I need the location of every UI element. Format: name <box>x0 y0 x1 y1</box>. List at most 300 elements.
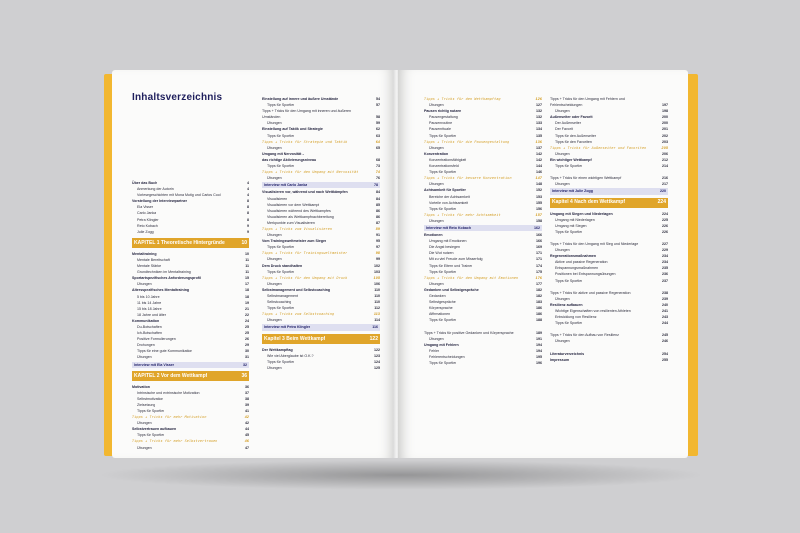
toc-page-number: 246 <box>662 339 668 344</box>
toc-page-number: 29 <box>245 343 249 348</box>
toc-page-number: 197 <box>662 103 668 108</box>
toc-entry-title: Motivation <box>132 384 150 389</box>
toc-page-number: 201 <box>662 127 668 132</box>
toc-page-number: 76 <box>376 176 380 181</box>
toc-page-number: 122 <box>374 347 380 352</box>
toc-page-number: 198 <box>662 109 668 114</box>
toc-page-number: 200 <box>662 115 668 120</box>
toc-entry-title: Tipps für Sportler <box>267 359 295 364</box>
toc-entry-title: Die Wut nutzen <box>429 251 454 256</box>
toc-entry-title: Visualisieren <box>267 196 288 201</box>
toc-entry-title: Tipps für eine gute Kommunikation <box>137 349 193 354</box>
toc-entry-title: Affirmationen <box>429 312 451 317</box>
toc-page-number: 21 <box>245 306 249 311</box>
toc-page-number: 144 <box>536 164 542 169</box>
toc-entry-title: Regenerationsmaßnahmen <box>550 254 597 259</box>
toc-page-number: 68 <box>376 157 380 162</box>
toc-page-number: 216 <box>662 176 668 181</box>
toc-entry-title: Positionen bei Entspannungsübungen <box>555 272 616 277</box>
toc-entry-title: Fehlerentscheidungen <box>429 354 465 359</box>
toc-page-number: 86 <box>376 208 380 213</box>
toc-page-number: 236 <box>662 272 668 277</box>
toc-page-number: 91 <box>376 233 380 238</box>
toc-entry-title: Mentale Stärke <box>137 264 162 269</box>
toc-entry-title: Tipps + Tricks für mehr Achtsamkeit <box>424 212 501 217</box>
toc-entry-title: Tipps für Sportler <box>267 103 295 108</box>
toc-page-number: 78 <box>374 183 378 188</box>
toc-page-number: 132 <box>536 109 542 114</box>
toc-entry-title: Visualisieren vor, während und nach Wettkämpfen <box>262 190 348 195</box>
toc-entry-title: Tipps + Tricks für bessere Konzentration <box>424 176 512 181</box>
toc-subentry <box>262 175 380 181</box>
toc-entry-title: Umgang mit Nervosität – <box>262 151 305 156</box>
toc-page-number: 4 <box>247 193 249 198</box>
toc-page-number: 42 <box>244 415 249 420</box>
toc-page-number: 9 <box>247 229 249 234</box>
toc-entry-title: Übungen <box>267 233 282 238</box>
toc-entry-title: KAPITEL 2 Vor dem Wettkampf <box>134 372 208 379</box>
toc-page-number: 224 <box>662 211 668 216</box>
toc-tip-entry <box>550 96 668 108</box>
toc-page-number: 169 <box>536 245 542 250</box>
toc-page-number: 182 <box>536 294 542 298</box>
toc-page-number: 171 <box>536 251 542 256</box>
toc-entry-title: Fehler <box>429 348 440 353</box>
toc-page-number: 206 <box>662 151 668 156</box>
toc-entry-title: Tipps + Tricks für positive Gedanken und Körpersprache <box>424 330 514 335</box>
toc-entry-title: Tipps + Tricks für den Umgang mit Nervosität <box>262 170 359 175</box>
toc-entry-title: Tipps + Tricks für den Umgang mit Fehlern und Fehlentscheidungen <box>550 97 625 108</box>
toc-page-number: 42 <box>245 421 249 426</box>
toc-page-number: 156 <box>536 206 542 211</box>
toc-page-number: 229 <box>662 248 668 253</box>
toc-entry-title: Interview mit Julie Zogg <box>552 189 593 194</box>
toc-page-number: 132 <box>536 115 542 120</box>
toc-entry-title: Anmerkung der Autorin <box>137 187 174 192</box>
toc-page-number: 254 <box>662 351 668 356</box>
toc-entry-title: Übungen <box>555 248 570 253</box>
toc-entry-title: Impressum <box>550 357 570 362</box>
toc-page-number: 46 <box>244 439 249 444</box>
toc-entry-title: 11 bis 14 Jahre <box>137 300 162 305</box>
toc-page-number: 124 <box>374 359 380 364</box>
toc-page-number: 226 <box>662 223 668 228</box>
toc-entry-title: Tipps für Sportler <box>555 164 583 169</box>
toc-page-number: 239 <box>662 296 668 301</box>
toc-page-number: 203 <box>662 139 668 144</box>
toc-entry-title: Übungen <box>267 176 282 181</box>
toc-entry-title: Übungen <box>555 109 570 114</box>
toc-entry-title: Ein wichtiger Wettkampf <box>550 157 592 162</box>
toc-entry-title: Entspannungsmaßnahmen <box>555 266 599 271</box>
toc-page-number: 45 <box>245 433 249 438</box>
toc-entry-title: Der Wettkampftag <box>262 347 293 352</box>
toc-entry-title: Aktive und passive Regeneration <box>555 260 608 265</box>
toc-page-number: 113 <box>373 312 380 317</box>
toc-page-number: 152 <box>536 188 542 193</box>
toc-entry-title: Mentale Bereitschaft <box>137 257 170 262</box>
toc-page-number: 162 <box>534 225 540 230</box>
toc-page-number: 105 <box>373 275 380 280</box>
toc-entry-title: Selbstgespräche <box>429 300 456 305</box>
toc-entry-title: Zielsetzung <box>137 402 156 407</box>
toc-page-number: 97 <box>376 245 380 250</box>
toc-entry-title: Tipps + Tricks für den Umgang mit Druck <box>262 275 348 280</box>
toc-entry-title: Tipps für Sportler <box>429 133 457 138</box>
toc-subentry <box>424 218 542 224</box>
toc-page-number: 74 <box>375 170 380 175</box>
toc-title: Inhaltsverzeichnis <box>132 92 223 103</box>
toc-page-number: 166 <box>536 239 542 244</box>
toc-entry-title: Der Außenseiter <box>555 121 581 126</box>
toc-page-number: 177 <box>536 281 542 286</box>
toc-entry-title: Übungen <box>429 281 444 286</box>
toc-page-number: 58 <box>376 115 380 120</box>
toc-entry-title: Tipps für Sportler <box>429 318 457 323</box>
toc-entry-title: Literaturverzeichnis <box>550 351 585 356</box>
toc-page-number: 87 <box>376 220 380 225</box>
toc-entry-title: Selbstmanagement und Selbstcoaching <box>262 287 331 292</box>
toc-entry-title: Resilienz aufbauen <box>550 302 583 307</box>
toc-entry-title: Umgang mit Niederlagen <box>555 217 595 222</box>
toc-page-number: 240 <box>662 302 668 307</box>
toc-page-number: 202 <box>662 133 668 138</box>
toc-page-number: 153 <box>536 194 542 199</box>
toc-page-number: 9 <box>247 223 249 228</box>
toc-page-number: 37 <box>245 390 249 395</box>
toc-entry-title: Die Angst besiegen <box>429 245 460 250</box>
toc-page-number: 102 <box>374 263 380 268</box>
toc-page-number: 18 <box>245 294 249 299</box>
toc-entry-title: Umgang mit Siegen und Niederlagen <box>550 211 613 216</box>
toc-page-number: 17 <box>245 282 249 287</box>
toc-page-number: 148 <box>536 182 542 187</box>
toc-page-number: 234 <box>662 260 668 265</box>
toc-page-number: 18 <box>245 288 249 293</box>
toc-entry-title: Ela Visser <box>137 205 154 210</box>
toc-page-number: 200 <box>662 121 668 126</box>
toc-page-number: 25 <box>245 331 249 336</box>
toc-entry-title: Übungen <box>137 282 152 287</box>
toc-entry-title: Tipps + Tricks zum Visualisieren <box>262 226 333 231</box>
toc-entry-title: Umgang mit Fehlern <box>424 342 459 347</box>
toc-entry-title: Visualisieren vor dem Wettkampf <box>267 202 320 207</box>
toc-page-number: 186 <box>536 306 542 311</box>
toc-entry-title: Interview mit Petra Klingler <box>264 325 311 330</box>
toc-page-number: 99 <box>376 257 380 262</box>
toc-page-number: 225 <box>662 217 668 222</box>
toc-entry-title: Übungen <box>429 145 444 150</box>
toc-page-number: 25 <box>245 324 249 329</box>
toc-entry-title: Sportartspezifisches Anforderungsprofil <box>132 276 201 281</box>
toc-entry-title: Dem Druck standhalten <box>262 263 303 268</box>
toc-entry-title: Übungen <box>429 103 444 108</box>
toc-page-number: 196 <box>536 361 542 366</box>
toc-entry-title: Über das Buch <box>132 181 158 185</box>
toc-page-number: 158 <box>536 218 542 223</box>
book-page-left <box>112 70 395 458</box>
toc-page-number: 86 <box>376 214 380 219</box>
toc-entry-title: Tipps + Tricks zum Selbstcoaching <box>262 312 335 317</box>
toc-entry-title: Übungen <box>555 296 570 301</box>
toc-entry-title: Tipps + Tricks für einen wichtigen Wettkampf <box>550 176 622 181</box>
toc-page-number: 36 <box>241 372 247 379</box>
toc-entry-title: Übungen <box>137 445 152 450</box>
toc-page-number: 125 <box>374 365 380 370</box>
toc-page-number: 194 <box>536 342 542 347</box>
toc-page-number: 217 <box>662 182 668 187</box>
toc-tip-entry <box>424 323 542 335</box>
toc-page-number: 147 <box>535 176 542 181</box>
toc-page-number: 146 <box>536 170 542 175</box>
toc-entry-title: Vom Trainingsweltmeister zum Sieger <box>262 239 327 244</box>
toc-page-number: 63 <box>376 133 380 138</box>
toc-page-number: 126 <box>535 97 542 101</box>
toc-page-number: 19 <box>245 300 249 305</box>
toc-page-number: 176 <box>535 275 542 280</box>
toc-page-number: 157 <box>535 212 542 217</box>
toc-tip-entry <box>550 169 668 181</box>
toc-entry-title: Umgang mit Siegen <box>555 223 587 228</box>
toc-entry-title: Pausen richtig nutzen <box>424 109 462 114</box>
toc-page-number: 195 <box>536 354 542 359</box>
toc-subentry <box>132 354 249 360</box>
toc-page-number: 54 <box>376 97 380 101</box>
toc-entry-title: Tipps für Sportler <box>555 229 583 234</box>
toc-page-number: 191 <box>536 336 542 341</box>
toc-page-number: 8 <box>247 205 249 210</box>
toc-page-number: 241 <box>662 309 668 313</box>
toc-tip-entry <box>550 284 668 296</box>
toc-entry-title: Interview mit Carlo Janka <box>264 183 308 188</box>
toc-page-number: 11 <box>245 257 249 262</box>
toc-tip-entry <box>550 235 668 247</box>
toc-entry-title: Visualisieren während des Wettkampfes <box>267 208 331 213</box>
toc-page-number: 224 <box>657 199 666 206</box>
toc-page-number: 205 <box>661 145 668 150</box>
toc-entry-title: Übungen <box>267 121 282 126</box>
toc-page-number: 142 <box>536 157 542 162</box>
toc-page-number: 220 <box>660 189 666 194</box>
toc-chapter-banner <box>132 371 249 381</box>
toc-page-number: 59 <box>376 121 380 126</box>
toc-page-number: 73 <box>376 164 380 169</box>
toc-subentry <box>262 317 380 323</box>
toc-subentry <box>424 360 542 366</box>
toc-page-number: 47 <box>245 445 249 450</box>
toc-entry-title: Übungen <box>429 218 444 223</box>
toc-page-number: 11 <box>245 270 249 275</box>
toc-entry-title: Interview mit Reto Kobach <box>426 225 472 230</box>
toc-entry-title: Tipps + Tricks für die Pausengestaltung <box>424 139 510 144</box>
toc-page-number: 186 <box>536 312 542 317</box>
toc-page-number: 57 <box>376 103 380 108</box>
toc-page-number: 116 <box>372 325 378 330</box>
toc-entry-title: Tipps für Sportler <box>267 306 295 311</box>
toc-page-number: 62 <box>376 127 380 132</box>
toc-entry-title: Selbstmotivation <box>137 396 164 401</box>
toc-page-number: 214 <box>662 164 668 169</box>
toc-entry-title: Vorteile von Achtsamkeit <box>429 200 469 205</box>
toc-entry-title: Umgang mit Emotionen <box>429 239 467 244</box>
toc-entry-title: das richtige Aktivierungsniveau <box>262 157 317 162</box>
toc-entry-title: Einstellung auf Taktik und Strategie <box>262 127 323 132</box>
toc-page-number: 32 <box>243 362 247 367</box>
toc-entry-title: Emotionen <box>424 233 443 238</box>
toc-page-number: 244 <box>662 321 668 326</box>
toc-entry-title: Tipps für Eltern und Trainer <box>429 263 473 268</box>
toc-page-number: 189 <box>536 330 542 335</box>
toc-entry-title: Tipps für Sportler <box>267 245 295 250</box>
toc-entry-title: Tipps + Tricks für den Umgang mit Emotionen <box>424 275 519 280</box>
toc-entry-title: Tipps für Sportler <box>137 433 165 438</box>
toc-entry-title: Merkpunkte zum Visualisieren <box>267 220 315 225</box>
toc-page-number: 110 <box>374 294 380 298</box>
toc-page-number: 133 <box>536 121 542 126</box>
toc-interview-entry <box>132 362 249 368</box>
toc-entry-title: Tipps für Sportler <box>555 278 583 283</box>
toc-entry-title: Körpersprache <box>429 306 453 311</box>
toc-page-number: 171 <box>536 257 542 262</box>
book-page-right <box>398 70 688 458</box>
toc-entry-title: Übungen <box>267 145 282 150</box>
toc-page-number: 38 <box>245 396 249 401</box>
toc-page-number: 235 <box>662 266 668 271</box>
toc-entry-title: Übungen <box>267 257 282 262</box>
toc-page-number: 135 <box>536 133 542 138</box>
toc-entry-title: KAPITEL 1 Theoretische Hintergründe <box>134 239 225 246</box>
toc-entry-title: Selbstcoaching <box>267 300 292 305</box>
toc-page-number: 134 <box>536 127 542 132</box>
toc-entry-title: Übungen <box>429 336 444 341</box>
toc-page-number: 84 <box>376 196 380 201</box>
toc-page-number: 41 <box>245 409 249 413</box>
toc-entry-title: Tipps + Tricks für den Wettkampftag <box>424 97 501 101</box>
toc-entry-title: Selbstmanagement <box>267 294 298 298</box>
toc-entry-title: Tipps + Tricks für mehr Selbstvertrauen <box>132 439 218 444</box>
toc-entry-title: Tipps + Tricks für Strategie und Taktik <box>262 139 348 144</box>
toc-page-number: 136 <box>535 139 542 144</box>
toc-page-number: 8 <box>247 217 249 222</box>
toc-page-number: 64 <box>375 139 380 144</box>
toc-entry-title: Übungen <box>267 365 282 370</box>
toc-entry-title: Kapitel 3 Beim Wettkampf <box>264 335 326 342</box>
toc-entry-title: Tipps für Sportler <box>429 170 457 175</box>
toc-entry-title: Reto Kobach <box>137 223 158 228</box>
toc-entry-title: Konzentrationsfähigkeit <box>429 157 467 162</box>
toc-page-number: 255 <box>662 357 668 362</box>
toc-entry-title: Pausenrituale <box>429 127 451 132</box>
toc-page-number: 245 <box>662 333 668 338</box>
toc-page-number: 110 <box>374 300 380 305</box>
toc-page-number: 137 <box>536 145 542 150</box>
toc-entry-title: Achtsamkeit für Sportler <box>424 188 466 193</box>
toc-entry-title: Tipps für Sportler <box>137 409 165 413</box>
toc-page-number: 188 <box>536 318 542 323</box>
toc-entry-title: Übungen <box>555 151 570 156</box>
toc-entry-title: Julie Zogg <box>137 229 154 234</box>
toc-interview-entry <box>262 182 380 188</box>
toc-entry-title: Tipps für Sportler <box>429 269 457 274</box>
toc-subentry <box>132 229 249 235</box>
toc-entry-title: Tipps + Tricks für aktive und passive Regeneration <box>550 290 631 295</box>
toc-entry-title: Tipps für Sportler <box>267 133 295 138</box>
toc-page-number: 227 <box>662 241 668 246</box>
toc-page-number: 155 <box>536 200 542 205</box>
toc-page-number: 89 <box>375 226 380 231</box>
toc-page-number: 65 <box>376 145 380 150</box>
toc-page-number: 84 <box>376 190 380 195</box>
toc-chapter-banner <box>550 198 668 208</box>
toc-page-number: 226 <box>662 229 668 234</box>
toc-page-number: 8 <box>247 199 249 204</box>
toc-page-number: 24 <box>245 318 249 323</box>
toc-page-number: 112 <box>374 306 380 311</box>
toc-page-number: 122 <box>369 335 378 342</box>
toc-page-number: 103 <box>374 269 380 274</box>
toc-entry-title: Tipps + Tricks für den Aufbau von Resilienz <box>550 333 619 338</box>
toc-entry-title: Kommunikation <box>132 318 160 323</box>
toc-page-number: 8 <box>247 211 249 216</box>
toc-page-number: 114 <box>374 318 380 323</box>
toc-entry-title: Einstellung auf innere und äußere Umstände <box>262 97 339 101</box>
toc-entry-title: Tipps + Tricks für mehr Motivation <box>132 415 207 420</box>
toc-column-1 <box>132 180 249 451</box>
toc-entry-title: Gedanken und Selbstgespräche <box>424 287 479 292</box>
toc-interview-entry <box>550 188 668 194</box>
toc-page-number: 183 <box>536 300 542 305</box>
toc-entry-title: Tipps + Tricks für den Umgang mit Sieg und Niederlage <box>550 242 639 247</box>
toc-entry-title: 15 bis 18 Jahre <box>137 306 162 311</box>
toc-entry-title: Tipps für den Favoriten <box>555 139 592 144</box>
toc-entry-title: Übungen <box>137 355 152 360</box>
toc-entry-title: Der Favorit <box>555 127 573 132</box>
toc-entry-title: Drohungen <box>137 343 155 348</box>
toc-entry-title: Tipps für Sportler <box>555 321 583 326</box>
toc-page-number: 174 <box>536 263 542 268</box>
toc-page-number: 110 <box>374 287 380 292</box>
toc-page-number: 11 <box>245 264 249 269</box>
toc-chapter-banner <box>262 334 380 344</box>
toc-page-number: 237 <box>662 278 668 283</box>
toc-page-number: 4 <box>247 181 249 185</box>
toc-entry-title: Interview mit Ela Visser <box>134 362 175 367</box>
toc-page-number: 234 <box>662 254 668 259</box>
toc-page-number: 10 <box>245 251 249 256</box>
toc-page-number: 106 <box>374 281 380 286</box>
toc-entry-title: Tipps für Sportler <box>429 361 457 366</box>
toc-page-number: 31 <box>245 355 249 360</box>
toc-entry-title: Übungen <box>429 182 444 187</box>
toc-entry-title: Petra Klingler <box>137 217 159 222</box>
toc-entry-title: Wichtige Eigenschaften von resilienten Athleten <box>555 309 631 313</box>
toc-entry-title: Übungen <box>137 421 152 426</box>
toc-entry-title: Mentaltraining <box>132 251 157 256</box>
toc-entry-title: Carlo Janka <box>137 211 157 216</box>
toc-entry-title: Außenseiter oder Favorit <box>550 115 593 120</box>
toc-page-number: 166 <box>536 233 542 238</box>
toc-entry-title: Gedanken <box>429 294 446 298</box>
toc-page-number: 194 <box>536 348 542 353</box>
toc-entry-title: Tipps + Tricks für Trainingsweltmeister <box>262 251 348 256</box>
toc-entry-title: Selbstvertrauen aufbauen <box>132 427 177 432</box>
toc-column-3 <box>424 96 542 366</box>
toc-page-number: 98 <box>375 251 380 256</box>
toc-entry-title: Tipps + Tricks für den Umgang mit inneren und äußeren Umständen <box>262 109 352 120</box>
toc-entry-title: Wie viel Aberglaube ist O.K.? <box>267 353 314 358</box>
toc-interview-entry <box>262 324 380 330</box>
toc-entry-title: Visualisieren als Wettkampfnachbereitung <box>267 214 334 219</box>
